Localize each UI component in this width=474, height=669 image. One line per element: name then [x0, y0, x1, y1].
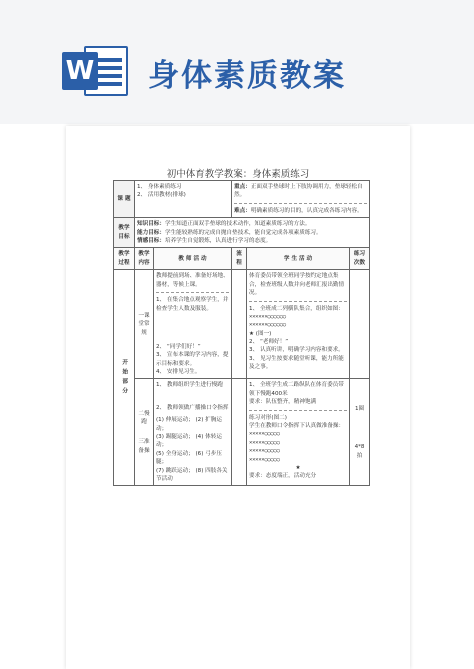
formation-row: ×××××○○○○○: [249, 439, 280, 446]
content-warmup: 二慢跑 三准备操: [135, 379, 154, 486]
goals-row: [114, 218, 370, 248]
student-activities-2: 1、 全班学生成二路纵队在体育委员带领下慢跑400米 要求：队伍整齐，精神饱满 练习对形(图二) 学生在教师口令指挥下认真做准备操： ×××××○○○○○ ×××××○○○○○ ×××××○○○○○ ×××××○○○○○ ★ 要求：态度端正，活动充分: [247, 379, 350, 486]
flow-2: [232, 379, 247, 486]
header-student: 学 生 活 动: [247, 248, 350, 270]
word-icon: [62, 42, 132, 100]
times-1: [350, 270, 370, 379]
teacher-activities-2: 1、 教师组织学生进行慢跑 2、 教师领做广播操口令指挥 (1) 伸展运动； (2) 扩胸运动； (3) 踢腿运动； (4) 体转运动； (5) 全身运动； (6) 弓步压腿； (7) 跳跃运动； (8) 四肢各关节活动: [154, 379, 232, 486]
formation-row: ×××××○○○○○: [249, 448, 280, 455]
goals-label: 教学目标: [114, 218, 135, 248]
topic-label: 课 题: [114, 181, 135, 218]
header-flow: 流 程: [232, 248, 247, 270]
page-title: 身体素质教案: [148, 58, 346, 94]
lesson-plan-table: [113, 180, 370, 486]
word-icon-letter: W: [62, 52, 98, 90]
teacher-star-icon: ★: [295, 464, 301, 471]
key-text: 正面双手垫球时上下肢协调用力，垫球轻松自然。: [234, 184, 363, 199]
header-teacher: 教 师 活 动: [154, 248, 232, 270]
student-activities-1: 体育委员带领全班同学按约定地点集合，检查班级人数并向老师汇报出勤情况。 1、 全班成二列横队集合，组织如图： ××××××○○○○○○ ××××××○○○○○○ ★ (图一) 2、 “老师好！” 3、 认真听讲，明确学习内容和要求。 3、 见习生按要求随堂听课，能力所能及之事。: [247, 270, 350, 379]
figure-caption: ★ (图一): [249, 330, 272, 337]
formation-row: ××××××○○○○○○: [249, 322, 286, 329]
teacher-activities-1: 教师提前到场、准备好场地、器材，等候上课。 1、 在集合地点观察学生，并检查学生人数及服装。 2、 “同学们好！” 3、 宣布本课的学习内容，提示目标和要求。 4、 安排见习生。: [154, 270, 232, 379]
key-difficult-cell: 重点：正面双手垫球时上下肢协调用力，垫球轻松自然。 难点：明确素质练习的目的，认真完成各练习内容。: [232, 181, 370, 218]
formation-row: ×××××○○○○○: [249, 456, 280, 463]
document-page: [66, 126, 410, 669]
formation-row: ×××××○○○○○: [249, 431, 280, 438]
flow-1: [232, 270, 247, 379]
header-times: 练习次数: [350, 248, 370, 270]
goals-list: 知识目标：学生知道正面双手垫球的技术动作，知道素质练习的方法。 能力目标：学生能较熟练的完成自抛自垫技术，能自觉完成各项素质练习。 情感目标：培养学生自觉锻炼，认真进行学习的态度。: [135, 218, 370, 248]
process-start: 开始部分: [114, 270, 135, 486]
times-2: 1圈 4*8拍: [350, 379, 370, 486]
header-process: 教学过程: [114, 248, 135, 270]
section-start-row: [114, 270, 370, 379]
content-routine: 一课堂常规: [135, 270, 154, 379]
header-content: 教学内容: [135, 248, 154, 270]
section-warmup-row: [114, 379, 370, 486]
topic-row: [114, 181, 370, 218]
header-banner: [0, 0, 474, 124]
difficulty-text: 明确素质练习的目的，认真完成各练习内容。: [250, 207, 363, 214]
column-header-row: [114, 248, 370, 270]
formation-row: ××××××○○○○○○: [249, 313, 286, 320]
topic-items: 1、 身体素质练习 2、 活用教材(排球): [135, 181, 232, 218]
document-title: 初中体育教学教案：身体素质练习: [166, 169, 310, 180]
